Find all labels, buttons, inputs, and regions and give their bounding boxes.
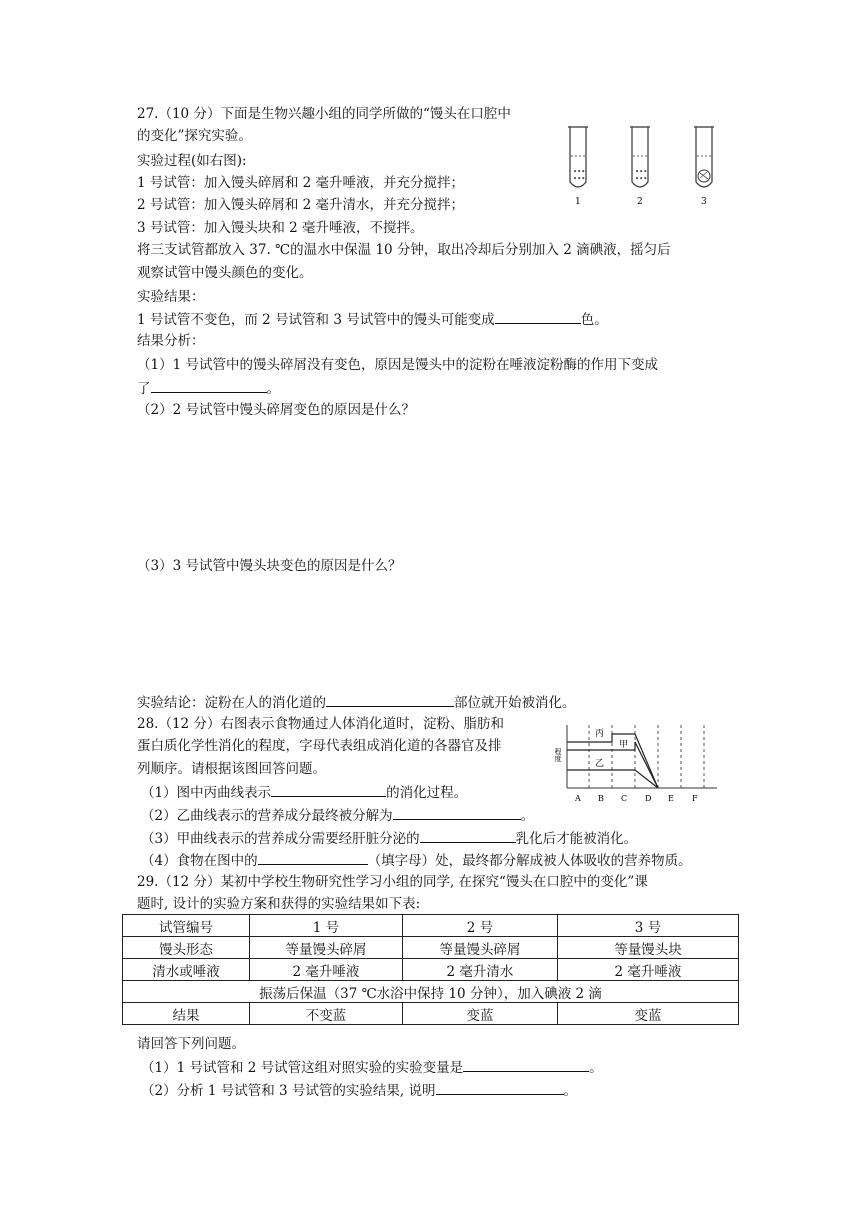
q27-analysis1-prefix: 了 (137, 381, 151, 397)
q28-part4-line (141, 850, 692, 871)
q27-analysis1-line2 (137, 378, 280, 399)
table-cell: 馒头形态 (123, 937, 250, 959)
table-cell: 等量馒头块 (558, 937, 739, 959)
q28-part2-line (141, 805, 534, 826)
q28-part1-text: （1）图中丙曲线表示 (141, 785, 272, 801)
chart-x-letters (574, 794, 698, 803)
q27-analysis1-line1: （1）1 号试管中的馒头碎屑没有变色，原因是馒头中的淀粉在唾液淀粉酶的作用下变成 (137, 357, 658, 373)
q28-part1-blank[interactable] (271, 782, 386, 797)
table-row (123, 937, 739, 959)
q28-part2-text: （2）乙曲线表示的营养成分最终被分解为 (141, 808, 393, 824)
q28-title-line1: 28.（12 分）右图表示食物通过人体消化道时，淀粉、脂肪和 (137, 716, 504, 732)
q27-result-suffix: 色。 (580, 312, 608, 328)
q28-part3-blank[interactable] (420, 828, 516, 843)
table-merged-cell: 振荡后保温（37 ℃水浴中保持 10 分钟），加入碘液 2 滴 (123, 981, 739, 1003)
table-row (123, 1003, 739, 1025)
q27-step-line2: 观察试管中馒头颜色的变化。 (137, 265, 313, 281)
q27-result-line (137, 309, 608, 330)
chart-x-letter: E (668, 794, 674, 803)
q28-part2-blank[interactable] (393, 805, 521, 820)
table-cell: 2 毫升清水 (403, 959, 558, 981)
q29-title-line1: 29.（12 分）某初中学校生物研究性学习小组的同学, 在探究“馒头在口腔中的变化”课 (137, 874, 648, 890)
q28-part4-blank[interactable] (258, 850, 368, 865)
table-cell: 等量馒头碎屑 (250, 937, 403, 959)
table-row (123, 959, 739, 981)
svg-text:•••: ••• (573, 175, 586, 183)
q27-title-line1: 27.（10 分）下面是生物兴趣小组的同学所做的“馒头在口腔中 (137, 106, 511, 122)
q28-title-line3: 列顺序。请根据该图回答问题。 (137, 761, 326, 777)
svg-text:•••: ••• (635, 168, 648, 176)
svg-text:•••: ••• (573, 168, 586, 176)
q27-tube1-desc: 1 号试管：加入馒头碎屑和 2 毫升唾液，并充分搅拌； (137, 175, 465, 191)
q29-title-line2: 题时, 设计的实验方案和获得的实验结果如下表: (137, 896, 421, 912)
q28-part1-line (141, 782, 467, 803)
tube-label-1: 1 (575, 197, 581, 207)
svg-text:•••: ••• (635, 175, 648, 183)
table-cell: 试管编号 (123, 915, 250, 937)
table-cell: 等量馒头碎屑 (403, 937, 558, 959)
chart-x-letter: B (598, 794, 604, 803)
q27-analysis3-question: （3）3 号试管中馒头块变色的原因是什么？ (137, 558, 402, 574)
q27-analysis2-question: （2）2 号试管中馒头碎屑变色的原因是什么？ (137, 402, 415, 418)
tube-label-3: 3 (701, 197, 707, 207)
test-tubes-figure (560, 122, 730, 210)
q27-conclusion-line (137, 692, 576, 713)
q27-analysis1-suffix: 。 (266, 381, 280, 397)
chart-x-letter: F (692, 794, 698, 803)
table-cell: 不变蓝 (250, 1003, 403, 1025)
q27-result-text: 1 号试管不变色，而 2 号试管和 3 号试管中的馒头可能变成 (137, 312, 495, 328)
table-cell: 2 号 (403, 915, 558, 937)
q27-conclusion-suffix: 部位就开始被消化。 (454, 695, 576, 711)
q28-title-line2: 蛋白质化学性消化的程度，字母代表组成消化道的各器官及排 (137, 738, 502, 754)
table-cell: 3 号 (558, 915, 739, 937)
table-cell: 变蓝 (403, 1003, 558, 1025)
q28-part4-text: （4）食物在图中的 (141, 853, 258, 869)
q27-title-line2: 的变化”探究实验。 (137, 128, 252, 144)
q27-result-heading: 实验结果： (137, 289, 205, 305)
table-cell: 结果 (123, 1003, 250, 1025)
q29-conclusion-blank[interactable] (436, 1080, 564, 1095)
digestion-chart (555, 720, 730, 808)
chart-x-letter: A (575, 794, 581, 803)
q27-color-blank[interactable] (495, 309, 581, 324)
q27-step-line1: 将三支试管都放入 37. ℃的温水中保温 10 分钟，取出冷却后分别加入 2 滴碘液，摇匀后 (137, 242, 671, 258)
q27-process-heading: 实验过程(如右图): (137, 153, 247, 169)
q29-part2-text: （2）分析 1 号试管和 3 号试管的实验结果, 说明 (141, 1083, 436, 1099)
table-cell: 2 毫升唾液 (558, 959, 739, 981)
table-row (123, 981, 739, 1003)
chart-ylabel: 程度 (554, 748, 562, 762)
q29-part2-suffix: 。 (563, 1083, 578, 1099)
q28-part3-line (141, 828, 637, 849)
tube-label-2: 2 (637, 197, 643, 207)
table-cell: 变蓝 (558, 1003, 739, 1025)
q29-part1-suffix: 。 (589, 1060, 603, 1076)
q28-part3-suffix: 乳化后才能被消化。 (515, 831, 638, 847)
q27-product-blank[interactable] (151, 378, 267, 393)
q29-ask: 请回答下列问题。 (137, 1036, 245, 1052)
q27-analysis-heading: 结果分析： (137, 333, 205, 349)
chart-x-letter: D (645, 794, 652, 803)
q29-results-table (122, 914, 739, 1025)
q28-part4-suffix: （填字母）处，最终都分解成被人体吸收的营养物质。 (367, 853, 692, 869)
q28-part1-suffix: 的消化过程。 (386, 785, 468, 801)
test-tube-3 (694, 127, 714, 187)
q29-variable-blank[interactable] (463, 1057, 589, 1072)
chart-label-bing: 丙 (595, 729, 605, 739)
table-cell: 2 毫升唾液 (250, 959, 403, 981)
q27-tube3-desc: 3 号试管：加入馒头块和 2 毫升唾液，不搅拌。 (137, 220, 424, 236)
table-row (123, 915, 739, 937)
chart-x-letter: C (621, 794, 628, 803)
test-tube-2 (630, 127, 650, 187)
chart-label-jia: 甲 (619, 740, 629, 750)
table-cell: 1 号 (250, 915, 403, 937)
q29-part1-line (141, 1057, 603, 1078)
test-tube-1 (568, 127, 588, 187)
q29-part1-text: （1）1 号试管和 2 号试管这组对照实验的实验变量是 (141, 1060, 464, 1076)
table-cell: 清水或唾液 (123, 959, 250, 981)
q29-part2-line (141, 1080, 577, 1101)
q27-conclusion-text: 实验结论：淀粉在人的消化道的 (137, 695, 326, 711)
chart-label-yi: 乙 (595, 759, 605, 769)
q28-part3-text: （3）甲曲线表示的营养成分需要经肝脏分泌的 (141, 831, 420, 847)
q27-tube2-desc: 2 号试管：加入馒头碎屑和 2 毫升清水，并充分搅拌； (137, 197, 465, 213)
q27-site-blank[interactable] (326, 692, 454, 707)
q28-part2-suffix: 。 (520, 808, 535, 824)
